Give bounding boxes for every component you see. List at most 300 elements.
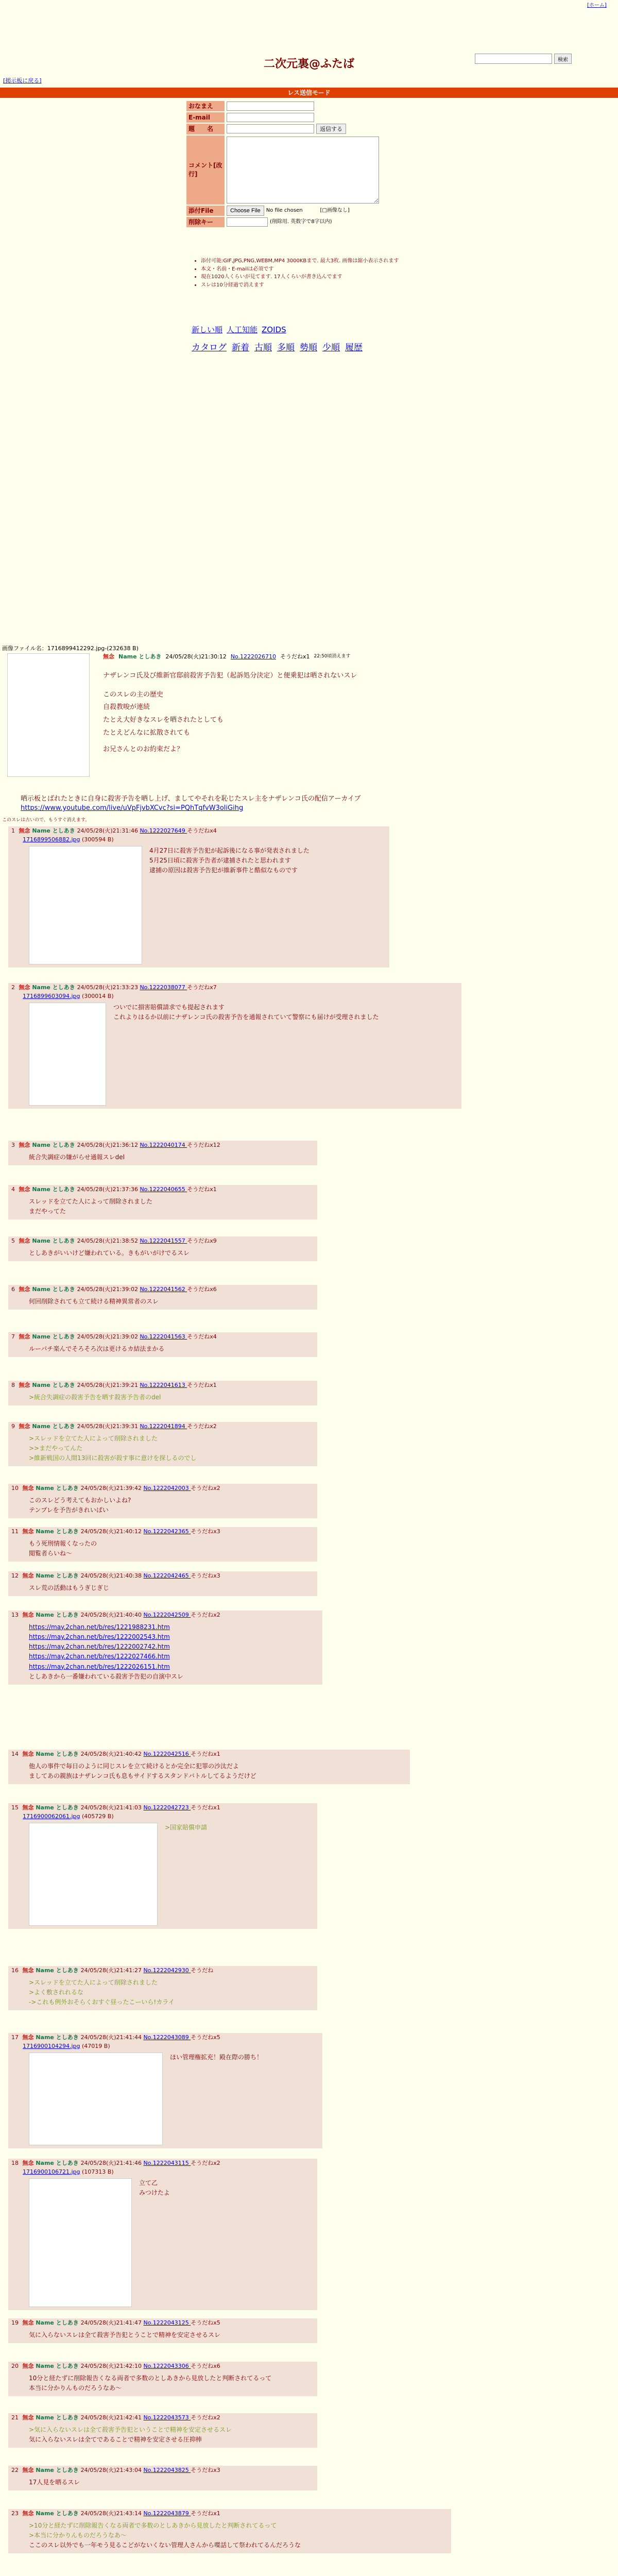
catalog-links — [192, 342, 363, 354]
reply-name: Name としあき — [36, 2363, 81, 2369]
few-link[interactable]: 少順 — [322, 343, 340, 353]
reply-name: Name としあき — [36, 1572, 81, 1579]
reply-name: Name としあき — [32, 1238, 77, 1244]
email-label: E-mail — [186, 112, 225, 123]
reply-name: Name としあき — [32, 1423, 77, 1430]
reply-header — [8, 2159, 317, 2168]
reply-name: Name としあき — [32, 984, 77, 991]
reply-index: 23 — [11, 2510, 21, 2517]
op-header — [103, 653, 350, 661]
reply-number[interactable]: No.1222043306 — [143, 2363, 191, 2369]
reply-number[interactable]: No.1222043115 — [143, 2160, 191, 2166]
reply-index: 9 — [11, 1423, 17, 1430]
aux-link[interactable]: 新しい順 — [192, 325, 223, 334]
reply-soudane[interactable]: そうだねx2 — [191, 1485, 220, 1492]
many-link[interactable]: 多順 — [277, 343, 295, 353]
reply-text — [29, 1153, 317, 1162]
reply-header — [8, 1236, 317, 1246]
reply-index: 3 — [11, 1142, 17, 1148]
reply-line: ついでに損害賠償請求でも提起されます — [113, 1003, 225, 1011]
reply-soudane[interactable]: そうだねx3 — [191, 1528, 220, 1535]
reply-body — [8, 1976, 317, 2011]
reply-line: 逮捕の原因は殺害予告犯が維新事件と酷似なものです — [149, 867, 298, 874]
reply-line: >維新戦国の人間13回に殺害が殺す事に意けを探しるのでし — [29, 1454, 197, 1462]
reply-line: ほい管理権拡充！殿在際の勝ち！ — [170, 2053, 263, 2061]
reply-body — [8, 2371, 317, 2396]
reply-number[interactable]: No.1222043825 — [143, 2467, 191, 2473]
reply-subject: 無念 — [22, 2467, 36, 2473]
reply-subject: 無念 — [19, 827, 32, 834]
reply-line: ここのスレ以外でも一年モう見るこどがないくない管理人さんから喋話して祭われてるんだろうな — [29, 2541, 301, 2549]
no-image-checkbox[interactable]: [□画像なし] — [320, 207, 350, 213]
reply-line: としあきがいいけど嫌われている。きもがいがけでるスレ — [29, 1249, 190, 1257]
reply-line: ->これも例外おそらくおすぐ昼ったこーいら!カライ — [29, 1998, 175, 2006]
reply-post — [8, 1966, 317, 2010]
reply-date: 24/05/28(火)21:36:12 — [77, 1142, 140, 1148]
op-line: このスレの主の歴史 — [103, 690, 164, 699]
reply-body — [8, 1537, 317, 1562]
reply-file-info — [8, 1813, 317, 1821]
aux-link[interactable]: 人工知能 — [227, 325, 258, 334]
reply-soudane[interactable]: そうだねx6 — [187, 1286, 217, 1293]
reply-header — [8, 1750, 410, 1759]
reply-text — [29, 1539, 317, 1558]
reply-file-link[interactable]: 1716899506882.jpg — [23, 836, 80, 843]
reply-name: Name としあき — [36, 1751, 81, 1757]
reply-file-link[interactable]: 1716900104294.jpg — [23, 2042, 80, 2049]
delete-key-note: (削除用. 英数字で8字以内) — [270, 219, 332, 225]
reply-index: 6 — [11, 1286, 17, 1293]
delete-key-label: 削除キー — [186, 217, 225, 227]
reply-subject: 無念 — [22, 1751, 36, 1757]
reply-file-link[interactable]: 1716899603094.jpg — [23, 992, 80, 999]
reply-soudane[interactable]: そうだねx2 — [191, 2414, 220, 2421]
reply-subject: 無念 — [22, 1612, 36, 1618]
reply-soudane[interactable]: そうだねx3 — [191, 1572, 220, 1579]
reply-line: このスレどう考えてもおかしいよね? — [29, 1496, 131, 1504]
reply-date: 24/05/28(火)21:40:42 — [80, 1751, 144, 1757]
reply-date: 24/05/28(火)21:41:44 — [80, 2034, 144, 2041]
reply-index: 15 — [11, 1804, 21, 1811]
reply-image[interactable] — [29, 1003, 106, 1106]
op-tail-link[interactable]: https://www.youtube.com/live/uVpFjvbXCvc?si=PQhTqfvW3oliGihg — [21, 804, 244, 812]
comment-label: コメント[改行] — [186, 135, 225, 205]
reply-subject: 無念 — [19, 1186, 32, 1193]
reply-name: Name としあき — [32, 827, 77, 834]
reply-line: としあきから一番嫌われている殺害予告犯の自演中スレ — [29, 1672, 184, 1680]
reply-file-size: (47019 B) — [80, 2042, 110, 2049]
reply-subject: 無念 — [19, 984, 32, 991]
reply-text — [29, 1197, 317, 1216]
comment-textarea[interactable] — [227, 137, 379, 204]
op-name: Name としあき — [118, 653, 162, 660]
reply-image[interactable] — [29, 846, 142, 964]
reply-image[interactable] — [29, 2053, 163, 2145]
submit-button[interactable]: 返信する — [316, 124, 346, 134]
reply-body — [8, 1246, 317, 1261]
reply-number[interactable]: No.1222042723 — [143, 1804, 191, 1811]
reply-date: 24/05/28(火)21:40:38 — [80, 1572, 144, 1579]
reply-line: >10分と経たずに削除報告くなる両者で多数のとしあきから見放したと判断されてるって — [29, 2521, 277, 2529]
reply-name: Name としあき — [36, 1967, 81, 1974]
reply-line: 統合失調症の嫌がらせ通報スレdel — [29, 1153, 125, 1161]
reply-name: Name としあき — [36, 2510, 81, 2517]
reply-body — [8, 2476, 317, 2490]
reply-index: 21 — [11, 2414, 21, 2421]
reply-link[interactable]: https://may.2chan.net/b/res/1222002742.htm — [29, 1643, 170, 1651]
reply-file-size: (107313 B) — [80, 2168, 114, 2175]
reply-number[interactable]: No.1222041563 — [140, 1333, 187, 1340]
reply-name: Name としあき — [32, 1186, 77, 1193]
reply-number[interactable]: No.1222042365 — [143, 1528, 191, 1535]
reply-name: Name としあき — [36, 2034, 81, 2041]
reply-post — [8, 1803, 317, 1929]
reply-form — [186, 101, 475, 228]
reply-soudane[interactable]: そうだねx6 — [191, 2363, 220, 2369]
delete-key-input[interactable] — [227, 217, 268, 227]
reply-soudane[interactable]: そうだねx2 — [191, 1612, 220, 1618]
reply-subject: 無念 — [22, 1804, 36, 1811]
reply-soudane[interactable]: そうだねx1 — [191, 2510, 220, 2517]
reply-body — [8, 1001, 461, 1109]
op-image[interactable] — [7, 653, 90, 777]
reply-index: 22 — [11, 2467, 21, 2473]
reply-post — [8, 826, 389, 968]
reply-text — [29, 2374, 317, 2393]
reply-header — [8, 2362, 317, 2371]
reply-text — [29, 2478, 317, 2487]
name-input[interactable] — [227, 101, 314, 111]
reply-body — [8, 1759, 410, 1784]
reply-line: スレ荒の活動はもうぎじぎじ — [29, 1584, 110, 1591]
reply-date: 24/05/28(火)21:41:47 — [80, 2319, 144, 2326]
reply-header — [8, 1422, 317, 1432]
reply-body — [8, 1391, 317, 1405]
reply-number[interactable]: No.1222041613 — [140, 1382, 187, 1388]
reply-number[interactable]: No.1222042465 — [143, 1572, 191, 1579]
reply-line: >スレッドを立てた人によって削除されました — [29, 1978, 158, 1986]
reply-post — [8, 2466, 317, 2490]
reply-soudane[interactable]: そうだねx2 — [191, 2160, 220, 2166]
reply-number[interactable]: No.1222041562 — [140, 1286, 187, 1293]
reply-index: 1 — [11, 827, 17, 834]
reply-line: 閲覧者らいね〜 — [29, 1550, 73, 1557]
back-to-board-link[interactable]: [掲示板に戻る] — [3, 77, 42, 84]
reply-line: 本当に分かりんものだろうなあ〜 — [29, 2384, 122, 2392]
reply-file-info — [8, 836, 389, 844]
reply-post — [8, 2159, 317, 2310]
subject-input[interactable] — [227, 124, 314, 133]
expire-note: このスレは古いので、もうすぐ消えます。 — [2, 818, 90, 823]
reply-post — [8, 1141, 317, 1165]
reply-text — [29, 1434, 317, 1464]
op-line: お兄さんとのお約束だよ？ — [103, 745, 184, 754]
reply-subject: 無念 — [22, 2160, 36, 2166]
reply-header — [8, 2466, 317, 2476]
reply-number[interactable]: No.1222040655 — [140, 1186, 187, 1193]
reply-post — [8, 1422, 317, 1466]
reply-subject: 無念 — [22, 1528, 36, 1535]
reply-header — [8, 826, 389, 836]
reply-line: 立て乙 — [139, 2179, 158, 2187]
old-link[interactable]: 古順 — [254, 343, 272, 353]
file-status: No file chosen — [266, 207, 303, 213]
reply-soudane[interactable]: そうだねx2 — [187, 1423, 217, 1430]
reply-line: 気に入らないスレは全て殺害予告犯とうことで精神を安定させるスレ — [29, 2331, 221, 2338]
reply-header — [8, 1185, 317, 1195]
reply-body — [8, 1150, 317, 1165]
reply-number[interactable]: No.1222041557 — [140, 1238, 187, 1244]
op-tail — [21, 794, 381, 813]
reply-file-info — [8, 2043, 322, 2050]
reply-text — [165, 1823, 207, 1926]
reply-header — [8, 1527, 317, 1537]
reply-file-info — [8, 2168, 317, 2176]
reply-header — [8, 983, 461, 993]
op-line: たとえ大好きなスレを晒されたとしても — [103, 716, 224, 724]
reply-line: >>まだやってんた — [29, 1445, 83, 1452]
note-item: • 本文・名前・E-mailは必須です — [201, 266, 457, 273]
momentum-link[interactable]: 勢順 — [300, 343, 317, 353]
reply-post — [8, 1381, 317, 1405]
reply-subject: 無念 — [22, 1485, 36, 1492]
reply-date: 24/05/28(火)21:39:31 — [77, 1423, 140, 1430]
posting-notes — [195, 258, 457, 290]
reply-name: Name としあき — [36, 2160, 81, 2166]
reply-header — [8, 1381, 317, 1391]
reply-header — [8, 1966, 317, 1976]
search-button[interactable]: 検索 — [554, 54, 572, 64]
reply-header — [8, 1285, 317, 1295]
reply-name: Name としあき — [32, 1382, 77, 1388]
reply-subject: 無念 — [19, 1333, 32, 1340]
op-file-info: 画像ファイル名：1716899412292.jpg-(232638 B) — [2, 645, 139, 652]
reply-soudane[interactable]: そうだねx4 — [187, 827, 217, 834]
reply-body — [8, 1581, 317, 1596]
reply-body — [8, 1295, 317, 1310]
note-item: • スレは10分経過で消えます — [201, 282, 457, 289]
reply-line: テンプレを予告がきれいばい — [29, 1506, 109, 1514]
reply-soudane[interactable]: そうだねx1 — [191, 1804, 220, 1811]
reply-name: Name としあき — [36, 1612, 81, 1618]
reply-index: 5 — [11, 1238, 17, 1244]
reply-date: 24/05/28(火)21:38:52 — [77, 1238, 140, 1244]
reply-soudane[interactable]: そうだねx1 — [187, 1186, 217, 1193]
reply-number[interactable]: No.1222043125 — [143, 2319, 191, 2326]
reply-number[interactable]: No.1222043573 — [143, 2414, 191, 2421]
op-tail-text: 晒示板とばれたときに自身に殺害予告を晒し上げ、ましてやそれを恥じたスレ主をナザレンコ氏の配信アーカイブ — [21, 795, 361, 803]
op-expire: 22:50頃消えます — [314, 654, 351, 659]
reply-index: 13 — [11, 1612, 21, 1618]
choose-file-button[interactable]: Choose File — [227, 206, 264, 216]
reply-post — [8, 1185, 317, 1219]
reply-text — [29, 1248, 317, 1258]
reply-post — [8, 2413, 317, 2448]
reply-index: 8 — [11, 1382, 17, 1388]
reply-body — [8, 1620, 322, 1685]
reply-file-link[interactable]: 1716900062061.jpg — [23, 1812, 80, 1820]
op-line: 自殺教唆が連続 — [103, 703, 150, 711]
op-number[interactable]: No.1222026710 — [230, 653, 277, 660]
note-item: • 添付可能:GIF,JPG,PNG,WEBM,MP4 3000KBまで. 最大3枚. 画像は縮小表示されます — [201, 258, 457, 265]
reply-text — [29, 2330, 317, 2340]
reply-number[interactable]: No.1222042509 — [143, 1612, 191, 1618]
reply-line: 10分と経たずに削除報告くなる両者で多数のとしあきから見放したと判断されてるって — [29, 2374, 272, 2382]
reply-file-size: (300014 B) — [80, 992, 114, 999]
reply-index: 19 — [11, 2319, 21, 2326]
new-link[interactable]: 新着 — [232, 343, 249, 353]
reply-post — [8, 1332, 317, 1357]
reply-post — [8, 1750, 410, 1784]
reply-soudane[interactable]: そうだねx9 — [187, 1238, 217, 1244]
reply-soudane[interactable]: そうだねx1 — [191, 1751, 220, 1757]
op-line: ナザレンコ氏及び維新官邸前殺害予告犯（起訴処分決定）と便乗犯は晒されないスレ — [103, 672, 357, 680]
reply-index: 11 — [11, 1528, 21, 1535]
reply-text — [149, 846, 310, 964]
reply-body — [8, 1432, 317, 1467]
reply-date: 24/05/28(火)21:39:21 — [77, 1382, 140, 1388]
reply-number[interactable]: No.1222027649 — [140, 827, 187, 834]
reply-date: 24/05/28(火)21:43:14 — [80, 2510, 144, 2517]
reply-name: Name としあき — [32, 1142, 77, 1148]
reply-name: Name としあき — [36, 1485, 81, 1492]
reply-link[interactable]: https://may.2chan.net/b/res/1222026151.htm — [29, 1663, 170, 1670]
reply-text — [29, 1761, 410, 1781]
reply-body — [8, 1494, 317, 1518]
subject-label: 題 名 — [186, 124, 225, 134]
reply-subject: 無念 — [22, 2414, 36, 2421]
reply-post — [8, 2033, 322, 2148]
reply-file-info — [8, 993, 461, 1001]
reply-text — [113, 1003, 379, 1106]
reply-header — [8, 2509, 451, 2519]
reply-header — [8, 1141, 317, 1150]
reply-number[interactable]: No.1222042930 — [143, 1967, 191, 1974]
reply-soudane[interactable]: そうだねx3 — [191, 2467, 220, 2473]
reply-body — [8, 1342, 317, 1357]
reply-link[interactable]: https://may.2chan.net/b/res/1222002543.htm — [29, 1633, 170, 1641]
reply-header — [8, 1332, 317, 1342]
reply-line: 他人の事件で毎日のように同じスレを立て続けるとか完全に犯罪の沙汰だよ — [29, 1762, 239, 1770]
reply-body — [8, 844, 389, 968]
reply-line: >統合失調症の殺害予告を晒す殺害予告者のdel — [29, 1393, 161, 1401]
reply-body — [8, 2328, 317, 2343]
reply-body — [8, 2423, 317, 2448]
reply-link[interactable]: https://may.2chan.net/b/res/1222027466.htm — [29, 1653, 170, 1660]
reply-post — [8, 1611, 322, 1685]
reply-number[interactable]: No.1222038077 — [140, 984, 187, 991]
reply-index: 2 — [11, 984, 17, 991]
reply-date: 24/05/28(火)21:43:04 — [80, 2467, 144, 2473]
reply-post — [8, 1285, 317, 1310]
reply-soudane[interactable]: そうだねx7 — [187, 984, 217, 991]
reply-body — [8, 2519, 451, 2554]
reply-header — [8, 1571, 317, 1581]
reply-soudane[interactable]: そうだねx1 — [187, 1382, 217, 1388]
reply-number[interactable]: No.1222042516 — [143, 1751, 191, 1757]
op-subject: 無念 — [103, 653, 114, 660]
reply-mode-bar: レス送信モード — [0, 88, 618, 98]
page-title: 二次元裏@ふたば — [263, 58, 354, 71]
catalog-link[interactable]: カタログ — [192, 343, 227, 353]
reply-header — [8, 1611, 322, 1620]
reply-date: 24/05/28(火)21:31:46 — [77, 827, 140, 834]
reply-subject: 無念 — [22, 1572, 36, 1579]
reply-text — [29, 1393, 317, 1402]
reply-index: 20 — [11, 2363, 21, 2369]
reply-subject: 無念 — [22, 2319, 36, 2326]
reply-index: 10 — [11, 1485, 21, 1492]
reply-subject: 無念 — [19, 1142, 32, 1148]
reply-date: 24/05/28(火)21:33:23 — [77, 984, 140, 991]
aux-link[interactable]: ZOIDS — [262, 325, 286, 334]
reply-line: これよりはるか以前にナザレンコ氏の殺害予告を通報されていて警察にも届けが受理されました — [113, 1013, 379, 1021]
reply-subject: 無念 — [22, 1967, 36, 1974]
reply-index: 17 — [11, 2034, 21, 2041]
op-line: たとえどんなに拡散されても — [103, 728, 191, 737]
reply-header — [8, 2413, 317, 2423]
reply-number[interactable]: No.1222043879 — [143, 2510, 191, 2517]
reply-index: 18 — [11, 2160, 21, 2166]
reply-image[interactable] — [29, 1823, 158, 1926]
reply-file-size: (405729 B) — [80, 1812, 114, 1820]
reply-soudane[interactable]: そうだねx5 — [191, 2319, 220, 2326]
reply-date: 24/05/28(火)21:41:27 — [80, 1967, 144, 1974]
op-soudane[interactable]: そうだねx1 — [280, 653, 310, 660]
reply-soudane[interactable]: そうだねx5 — [191, 2034, 220, 2041]
reply-date: 24/05/28(火)21:39:02 — [77, 1286, 140, 1293]
reply-number[interactable]: No.1222042003 — [143, 1485, 191, 1492]
reply-name: Name としあき — [36, 2319, 81, 2326]
history-link[interactable]: 履歴 — [345, 343, 363, 353]
reply-line: >スレッドを立てた人によって削除されました — [29, 1434, 158, 1442]
reply-index: 14 — [11, 1751, 21, 1757]
reply-post — [8, 2362, 317, 2396]
reply-line: まだやってた — [29, 1208, 66, 1215]
reply-subject: 無念 — [19, 1382, 32, 1388]
reply-text — [29, 1344, 317, 1354]
name-label: おなまえ — [186, 101, 225, 111]
reply-number[interactable]: No.1222043089 — [143, 2034, 191, 2041]
reply-number[interactable]: No.1222041894 — [140, 1423, 187, 1430]
reply-body — [8, 2176, 317, 2310]
reply-soudane[interactable]: そうだねx12 — [187, 1142, 220, 1148]
reply-line: >よく敷されれるな — [29, 1989, 84, 1996]
reply-post — [8, 1527, 317, 1562]
reply-number[interactable]: No.1222040174 — [140, 1142, 187, 1148]
home-link[interactable]: [ホーム] — [587, 3, 607, 8]
reply-date: 24/05/28(火)21:42:41 — [80, 2414, 144, 2421]
reply-post — [8, 2318, 317, 2343]
reply-post — [8, 983, 461, 1109]
reply-image[interactable] — [29, 2178, 132, 2307]
reply-line: ルーパチ楽んでそろそろ次は更けるカ結法まかる — [29, 1345, 165, 1352]
op-date: 24/05/28(火)21:30:12 — [165, 653, 227, 660]
reply-link[interactable]: https://may.2chan.net/b/res/1221988231.htm — [29, 1623, 170, 1631]
aux-links — [192, 325, 286, 335]
reply-subject: 無念 — [19, 1423, 32, 1430]
reply-line: 4月27日に殺害予告犯が起訴後になる事が発表されました — [149, 846, 310, 854]
reply-index: 4 — [11, 1186, 17, 1193]
reply-subject: 無念 — [19, 1238, 32, 1244]
reply-date: 24/05/28(火)21:39:02 — [77, 1333, 140, 1340]
reply-link-list — [29, 1622, 322, 1672]
reply-file-link[interactable]: 1716900106721.jpg — [23, 2168, 80, 2175]
reply-subject: 無念 — [22, 2034, 36, 2041]
reply-soudane[interactable]: そうだね — [191, 1967, 214, 1974]
email-input[interactable] — [227, 113, 314, 122]
reply-soudane[interactable]: そうだねx4 — [187, 1333, 217, 1340]
